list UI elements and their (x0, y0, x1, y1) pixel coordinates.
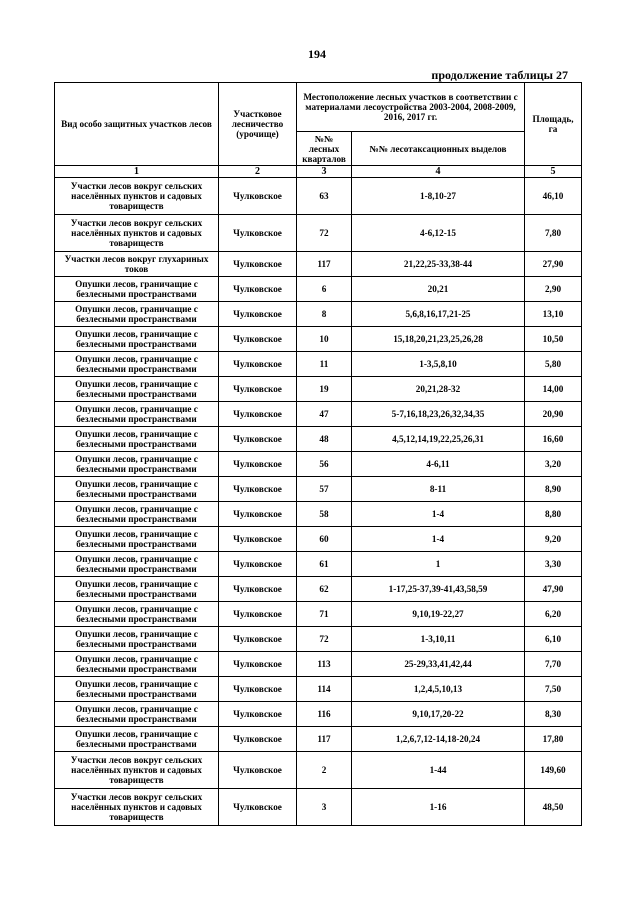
column-number: 2 (219, 166, 297, 178)
cell-district: Чулковское (219, 702, 297, 727)
cell-district: Чулковское (219, 215, 297, 252)
cell-area: 6,20 (525, 602, 582, 627)
cell-plot-type: Участки лесов вокруг сельских населённых пунктов и садовых товариществ (55, 752, 219, 789)
table-row (55, 727, 582, 752)
cell-area: 7,70 (525, 652, 582, 677)
cell-allotments: 1-4 (352, 527, 525, 552)
cell-district: Чулковское (219, 789, 297, 826)
cell-district: Чулковское (219, 377, 297, 402)
cell-plot-type: Опушки лесов, граничащие с безлесными пространствами (55, 352, 219, 377)
cell-allotments: 5-7,16,18,23,26,32,34,35 (352, 402, 525, 427)
cell-allotments: 1-4 (352, 502, 525, 527)
cell-quarter: 47 (297, 402, 352, 427)
cell-area: 2,90 (525, 277, 582, 302)
cell-plot-type: Опушки лесов, граничащие с безлесными пространствами (55, 327, 219, 352)
cell-district: Чулковское (219, 652, 297, 677)
cell-district: Чулковское (219, 752, 297, 789)
cell-district: Чулковское (219, 552, 297, 577)
cell-quarter: 48 (297, 427, 352, 452)
cell-plot-type: Опушки лесов, граничащие с безлесными пространствами (55, 302, 219, 327)
cell-quarter: 3 (297, 789, 352, 826)
column-number: 3 (297, 166, 352, 178)
forest-plots-table (54, 82, 582, 826)
cell-plot-type: Опушки лесов, граничащие с безлесными пространствами (55, 427, 219, 452)
cell-district: Чулковское (219, 327, 297, 352)
cell-area: 20,90 (525, 402, 582, 427)
cell-quarter: 58 (297, 502, 352, 527)
cell-area: 8,90 (525, 477, 582, 502)
cell-plot-type: Опушки лесов, граничащие с безлесными пространствами (55, 677, 219, 702)
cell-district: Чулковское (219, 577, 297, 602)
table-row (55, 652, 582, 677)
cell-area: 14,00 (525, 377, 582, 402)
table-row (55, 602, 582, 627)
cell-allotments: 1-8,10-27 (352, 178, 525, 215)
cell-plot-type: Опушки лесов, граничащие с безлесными пространствами (55, 552, 219, 577)
cell-district: Чулковское (219, 602, 297, 627)
cell-area: 5,80 (525, 352, 582, 377)
cell-area: 3,30 (525, 552, 582, 577)
cell-plot-type: Опушки лесов, граничащие с безлесными пространствами (55, 527, 219, 552)
table-row (55, 427, 582, 452)
cell-district: Чулковское (219, 502, 297, 527)
table-row (55, 327, 582, 352)
cell-district: Чулковское (219, 352, 297, 377)
cell-plot-type: Опушки лесов, граничащие с безлесными пространствами (55, 627, 219, 652)
cell-quarter: 10 (297, 327, 352, 352)
cell-quarter: 6 (297, 277, 352, 302)
table-row (55, 252, 582, 277)
cell-district: Чулковское (219, 477, 297, 502)
cell-quarter: 11 (297, 352, 352, 377)
cell-area: 9,20 (525, 527, 582, 552)
cell-quarter: 8 (297, 302, 352, 327)
cell-allotments: 8-11 (352, 477, 525, 502)
cell-quarter: 71 (297, 602, 352, 627)
cell-quarter: 113 (297, 652, 352, 677)
cell-plot-type: Опушки лесов, граничащие с безлесными пространствами (55, 502, 219, 527)
table-row (55, 302, 582, 327)
cell-allotments: 1,2,4,5,10,13 (352, 677, 525, 702)
page-number: 194 (308, 47, 326, 61)
cell-allotments: 4-6,12-15 (352, 215, 525, 252)
header-plot-type: Вид особо защитных участков лесов (55, 83, 219, 166)
cell-plot-type: Участки лесов вокруг сельских населённых пунктов и садовых товариществ (55, 215, 219, 252)
table-row (55, 552, 582, 577)
cell-area: 13,10 (525, 302, 582, 327)
cell-quarter: 2 (297, 752, 352, 789)
cell-quarter: 56 (297, 452, 352, 477)
cell-quarter: 72 (297, 627, 352, 652)
cell-quarter: 62 (297, 577, 352, 602)
cell-district: Чулковское (219, 727, 297, 752)
table-row (55, 677, 582, 702)
cell-quarter: 61 (297, 552, 352, 577)
table-row (55, 452, 582, 477)
cell-area: 27,90 (525, 252, 582, 277)
cell-allotments: 9,10,19-22,27 (352, 602, 525, 627)
cell-area: 16,60 (525, 427, 582, 452)
cell-quarter: 117 (297, 727, 352, 752)
header-quarters: №№ лесных кварталов (297, 132, 352, 166)
cell-area: 7,50 (525, 677, 582, 702)
cell-allotments: 1-3,5,8,10 (352, 352, 525, 377)
table-row (55, 277, 582, 302)
table-row (55, 789, 582, 826)
table-row (55, 627, 582, 652)
table-row (55, 377, 582, 402)
table-row (55, 577, 582, 602)
cell-allotments: 1-44 (352, 752, 525, 789)
cell-district: Чулковское (219, 527, 297, 552)
table-row (55, 477, 582, 502)
cell-plot-type: Опушки лесов, граничащие с безлесными пространствами (55, 652, 219, 677)
cell-allotments: 4,5,12,14,19,22,25,26,31 (352, 427, 525, 452)
header-location: Местоположение лесных участков в соответствии с материалами лесоустройства 2003-2004, 2008-2009, 2016, 2017 гг. (297, 83, 525, 132)
table-row (55, 352, 582, 377)
cell-area: 47,90 (525, 577, 582, 602)
cell-allotments: 20,21 (352, 277, 525, 302)
cell-area: 46,10 (525, 178, 582, 215)
column-number: 4 (352, 166, 525, 178)
cell-plot-type: Участки лесов вокруг сельских населённых пунктов и садовых товариществ (55, 789, 219, 826)
cell-district: Чулковское (219, 277, 297, 302)
cell-district: Чулковское (219, 178, 297, 215)
cell-district: Чулковское (219, 452, 297, 477)
cell-district: Чулковское (219, 252, 297, 277)
cell-plot-type: Участки лесов вокруг глухариных токов (55, 252, 219, 277)
header-district: Участковое лесничество (урочище) (219, 83, 297, 166)
cell-quarter: 63 (297, 178, 352, 215)
cell-quarter: 19 (297, 377, 352, 402)
cell-plot-type: Опушки лесов, граничащие с безлесными пространствами (55, 277, 219, 302)
cell-district: Чулковское (219, 402, 297, 427)
cell-plot-type: Опушки лесов, граничащие с безлесными пространствами (55, 602, 219, 627)
cell-quarter: 60 (297, 527, 352, 552)
cell-area: 8,80 (525, 502, 582, 527)
cell-allotments: 1 (352, 552, 525, 577)
cell-allotments: 4-6,11 (352, 452, 525, 477)
cell-quarter: 72 (297, 215, 352, 252)
table-row (55, 527, 582, 552)
cell-area: 3,20 (525, 452, 582, 477)
cell-area: 149,60 (525, 752, 582, 789)
cell-allotments: 1-17,25-37,39-41,43,58,59 (352, 577, 525, 602)
table-continuation-label: продолжение таблицы 27 (431, 68, 568, 82)
cell-quarter: 57 (297, 477, 352, 502)
table-row (55, 402, 582, 427)
cell-allotments: 15,18,20,21,23,25,26,28 (352, 327, 525, 352)
cell-plot-type: Опушки лесов, граничащие с безлесными пространствами (55, 727, 219, 752)
cell-area: 10,50 (525, 327, 582, 352)
cell-quarter: 114 (297, 677, 352, 702)
cell-plot-type: Опушки лесов, граничащие с безлесными пространствами (55, 702, 219, 727)
cell-area: 8,30 (525, 702, 582, 727)
cell-allotments: 21,22,25-33,38-44 (352, 252, 525, 277)
column-number: 5 (525, 166, 582, 178)
cell-quarter: 117 (297, 252, 352, 277)
table-row (55, 752, 582, 789)
table-row (55, 502, 582, 527)
cell-allotments: 9,10,17,20-22 (352, 702, 525, 727)
cell-allotments: 1,2,6,7,12-14,18-20,24 (352, 727, 525, 752)
column-number: 1 (55, 166, 219, 178)
cell-allotments: 20,21,28-32 (352, 377, 525, 402)
cell-area: 17,80 (525, 727, 582, 752)
table-row (55, 215, 582, 252)
cell-plot-type: Опушки лесов, граничащие с безлесными пространствами (55, 452, 219, 477)
cell-area: 48,50 (525, 789, 582, 826)
cell-area: 7,80 (525, 215, 582, 252)
cell-district: Чулковское (219, 677, 297, 702)
cell-district: Чулковское (219, 427, 297, 452)
header-area: Площадь, га (525, 83, 582, 166)
cell-quarter: 116 (297, 702, 352, 727)
cell-area: 6,10 (525, 627, 582, 652)
cell-allotments: 1-16 (352, 789, 525, 826)
table-row (55, 702, 582, 727)
table-row (55, 178, 582, 215)
cell-allotments: 1-3,10,11 (352, 627, 525, 652)
cell-plot-type: Опушки лесов, граничащие с безлесными пространствами (55, 577, 219, 602)
cell-plot-type: Опушки лесов, граничащие с безлесными пространствами (55, 402, 219, 427)
cell-plot-type: Опушки лесов, граничащие с безлесными пространствами (55, 477, 219, 502)
cell-plot-type: Опушки лесов, граничащие с безлесными пространствами (55, 377, 219, 402)
cell-plot-type: Участки лесов вокруг сельских населённых пунктов и садовых товариществ (55, 178, 219, 215)
cell-allotments: 25-29,33,41,42,44 (352, 652, 525, 677)
header-allotments: №№ лесотаксационных выделов (352, 132, 525, 166)
cell-allotments: 5,6,8,16,17,21-25 (352, 302, 525, 327)
cell-district: Чулковское (219, 627, 297, 652)
cell-district: Чулковское (219, 302, 297, 327)
